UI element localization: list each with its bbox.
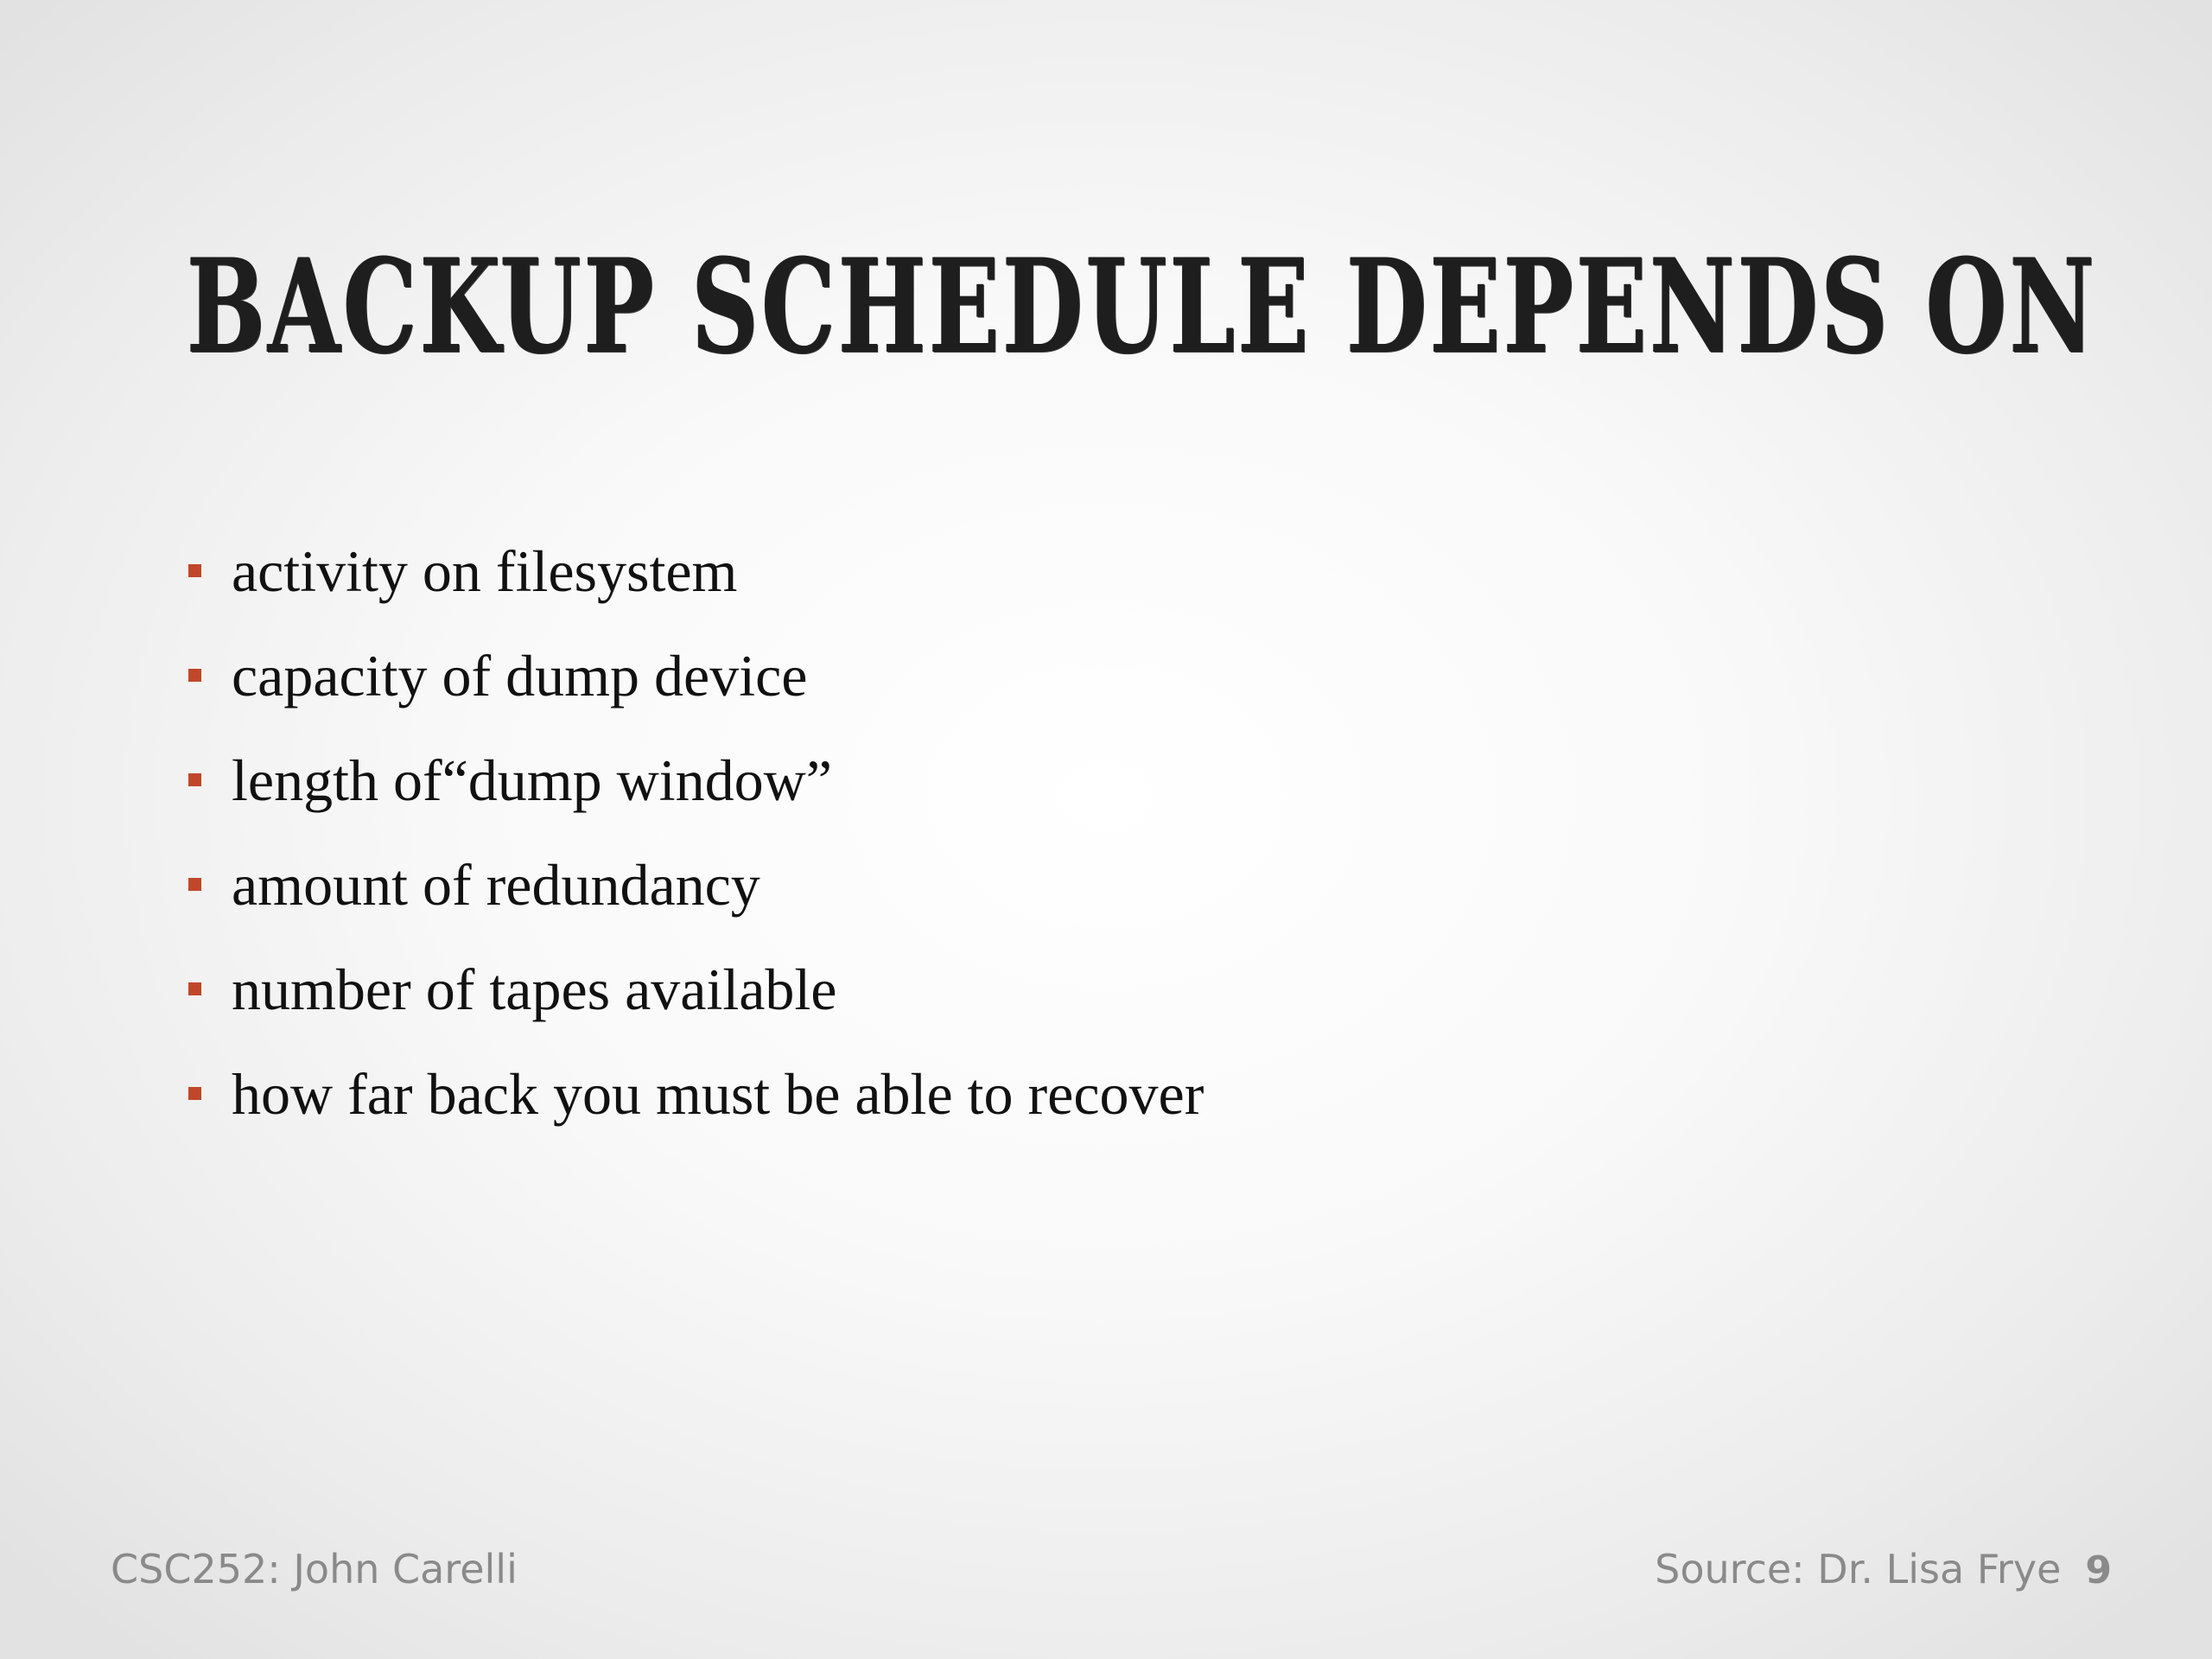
footer-right xyxy=(1655,1545,2112,1595)
bullet-item xyxy=(188,1041,1204,1146)
bullet-text: amount of redundancy xyxy=(232,851,760,918)
bullet-item xyxy=(188,728,1204,832)
bullet-item xyxy=(188,832,1204,937)
square-bullet-icon xyxy=(188,773,201,786)
square-bullet-icon xyxy=(188,669,201,682)
bullet-text: capacity of dump device xyxy=(232,642,808,709)
footer-author: CSC252: John Carelli xyxy=(111,1546,518,1592)
bullet-item xyxy=(188,937,1204,1041)
square-bullet-icon xyxy=(188,982,201,995)
bullet-item xyxy=(188,518,1204,623)
square-bullet-icon xyxy=(188,1087,201,1100)
bullet-text: activity on filesystem xyxy=(232,537,738,604)
bullet-text: how far back you must be able to recover xyxy=(232,1060,1205,1127)
bullet-text: length of“dump window” xyxy=(232,747,832,813)
square-bullet-icon xyxy=(188,878,201,891)
slide-title: BACKUP SCHEDULE DEPENDS ON xyxy=(187,231,2098,383)
footer-source: Source: Dr. Lisa Frye xyxy=(1655,1546,2062,1592)
bullet-item xyxy=(188,623,1204,728)
square-bullet-icon xyxy=(188,564,201,577)
bullet-list xyxy=(188,518,1204,1146)
bullet-text: number of tapes available xyxy=(232,956,837,1022)
slide-number: 9 xyxy=(2085,1548,2112,1592)
